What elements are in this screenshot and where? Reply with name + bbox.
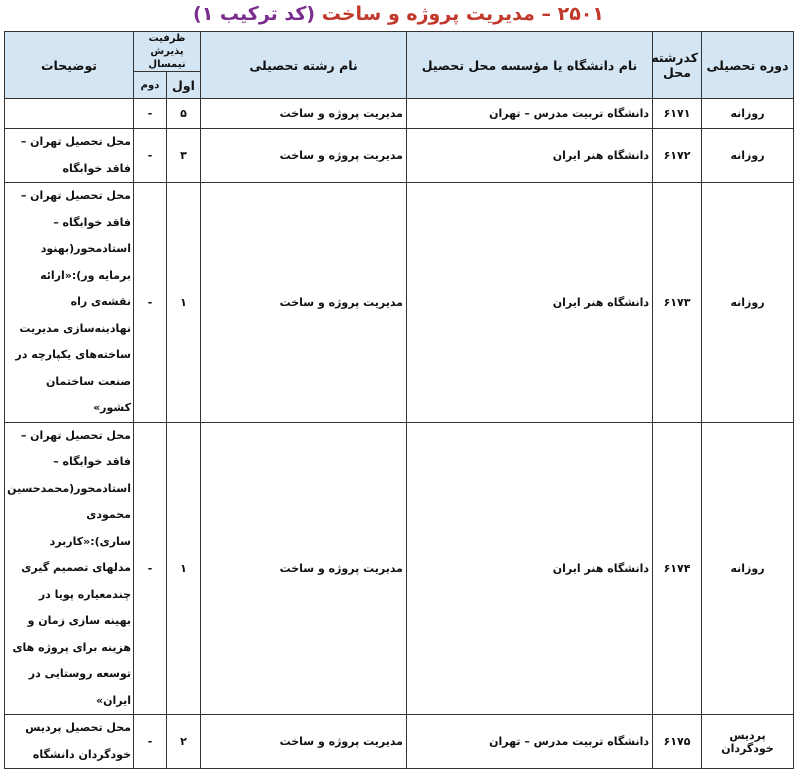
header-field: نام رشته تحصیلی xyxy=(201,32,407,99)
cell-field: مدیریت پروژه و ساخت xyxy=(201,99,407,129)
title-main: ۲۵۰۱ – مدیریت پروژه و ساخت xyxy=(321,3,604,25)
cell-notes: محل تحصیل تهران – فاقد خوابگاه xyxy=(5,129,134,183)
programs-table xyxy=(4,31,794,769)
cell-course-type: روزانه xyxy=(702,183,794,423)
cell-field: مدیریت پروژه و ساخت xyxy=(201,129,407,183)
cell-first: ۱ xyxy=(167,422,201,715)
cell-course-type: روزانه xyxy=(702,422,794,715)
cell-course-type: روزانه xyxy=(702,129,794,183)
header-code: کدرشته محل xyxy=(653,32,702,99)
table-row xyxy=(5,183,794,423)
table-row xyxy=(5,99,794,129)
cell-course-type: روزانه xyxy=(702,99,794,129)
cell-notes: محل تحصیل پردیس خودگردان دانشگاه xyxy=(5,715,134,769)
page-title xyxy=(0,0,797,30)
cell-second: - xyxy=(134,422,167,715)
cell-code: ۶۱۷۱ xyxy=(653,99,702,129)
cell-first: ۱ xyxy=(167,183,201,423)
header-course-type: دوره تحصیلی xyxy=(702,32,794,99)
cell-notes: محل تحصیل تهران – فاقد خوابگاه – استادمحور(محمدحسین محمودی ساری):«کاربرد مدلهای تصمیم گیری چندمعیاره پویا در بهینه سازی زمان و هزینه برای پروژه های توسعه روستایی در ایران» xyxy=(5,422,134,715)
cell-code: ۶۱۷۴ xyxy=(653,422,702,715)
header-capacity: ظرفیت پذیرش نیمسال xyxy=(134,32,201,72)
header-first-semester: اول xyxy=(167,72,201,99)
cell-course-type: پردیس خودگردان xyxy=(702,715,794,769)
cell-first: ۵ xyxy=(167,99,201,129)
cell-notes xyxy=(5,99,134,129)
cell-university: دانشگاه تربیت مدرس – تهران xyxy=(407,99,653,129)
cell-field: مدیریت پروژه و ساخت xyxy=(201,422,407,715)
cell-field: مدیریت پروژه و ساخت xyxy=(201,183,407,423)
table-row xyxy=(5,129,794,183)
cell-second: - xyxy=(134,715,167,769)
cell-first: ۲ xyxy=(167,715,201,769)
cell-second: - xyxy=(134,99,167,129)
cell-code: ۶۱۷۲ xyxy=(653,129,702,183)
cell-university: دانشگاه هنر ایران xyxy=(407,129,653,183)
header-second-semester: دوم xyxy=(134,72,167,99)
cell-code: ۶۱۷۳ xyxy=(653,183,702,423)
cell-university: دانشگاه تربیت مدرس – تهران xyxy=(407,715,653,769)
cell-first: ۳ xyxy=(167,129,201,183)
cell-notes: محل تحصیل تهران – فاقد خوابگاه – استادمحور(بهنود برمایه ور):«ارائه نقشه‌ی راه نهادینه‌سازی مدیریت ساخته‌های یکپارچه در صنعت ساختمان کشور» xyxy=(5,183,134,423)
header-notes: توضیحات xyxy=(5,32,134,99)
cell-university: دانشگاه هنر ایران xyxy=(407,183,653,423)
cell-university: دانشگاه هنر ایران xyxy=(407,422,653,715)
table-row xyxy=(5,422,794,715)
header-university: نام دانشگاه یا مؤسسه محل تحصیل xyxy=(407,32,653,99)
cell-second: - xyxy=(134,129,167,183)
cell-second: - xyxy=(134,183,167,423)
cell-field: مدیریت پروژه و ساخت xyxy=(201,715,407,769)
table-row xyxy=(5,715,794,769)
cell-code: ۶۱۷۵ xyxy=(653,715,702,769)
title-combination-code: (کد ترکیب ۱) xyxy=(193,3,316,25)
